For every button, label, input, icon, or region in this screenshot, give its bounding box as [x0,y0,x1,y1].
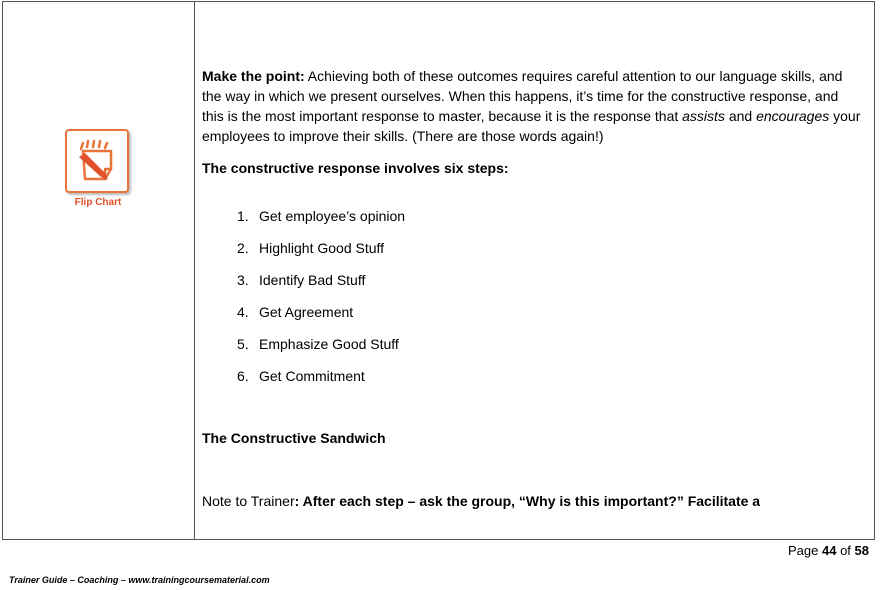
page-number [788,543,869,558]
page-of: of [836,543,855,558]
step-number: 1. [237,208,249,224]
step-label: Identify Bad Stuff [259,272,366,288]
main-content [202,66,862,178]
list-item [237,366,405,398]
step-label: Get Agreement [259,304,354,320]
flip-chart-label: Flip Chart [74,197,122,208]
step-number: 3. [237,272,249,288]
page-prefix: Page [788,543,822,558]
assists-italic: assists [682,108,725,124]
para-text-b: and [724,108,757,124]
step-label: Highlight Good Stuff [259,240,385,256]
flip-chart-icon [65,129,129,193]
para-text-a: Achieving both of these outcomes requires careful attention to our language skills, and the way in which we present ourselves. When this happens, it’s time for the constructive response, and this is the most important response to master, because it is the response that [202,68,843,124]
sandwich-heading: The Constructive Sandwich [202,430,386,446]
total-pages: 58 [854,543,869,558]
list-item [237,334,405,366]
para-text-c: your employees to improve their skills. (There are those words again!) [202,108,861,144]
step-label: Emphasize Good Stuff [259,336,399,352]
list-item [237,270,405,302]
make-the-point-paragraph [202,66,862,146]
footer-text: Trainer Guide – Coaching – www.trainingcoursematerial.com [9,575,270,585]
step-number: 6. [237,368,249,384]
steps-heading: The constructive response involves six steps: [202,160,509,176]
step-label: Get employee’s opinion [259,208,406,224]
content-table [2,1,875,540]
list-item [237,206,405,238]
step-number: 5. [237,336,249,352]
note-text: : After each step – ask the group, “Why is this important?” Facilitate a [294,493,761,509]
list-item [237,238,405,270]
note-to-trainer [202,493,760,509]
step-label: Get Commitment [259,368,365,384]
note-lead: Note to Trainer [202,493,295,509]
encourages-italic: encourages [756,108,830,124]
steps-list [237,206,405,398]
current-page: 44 [821,543,837,558]
step-number: 4. [237,304,249,320]
make-the-point-lead: Make the point: [202,68,305,84]
sidebar-column [3,2,195,539]
step-number: 2. [237,240,249,256]
main-column [195,2,874,539]
list-item [237,302,405,334]
